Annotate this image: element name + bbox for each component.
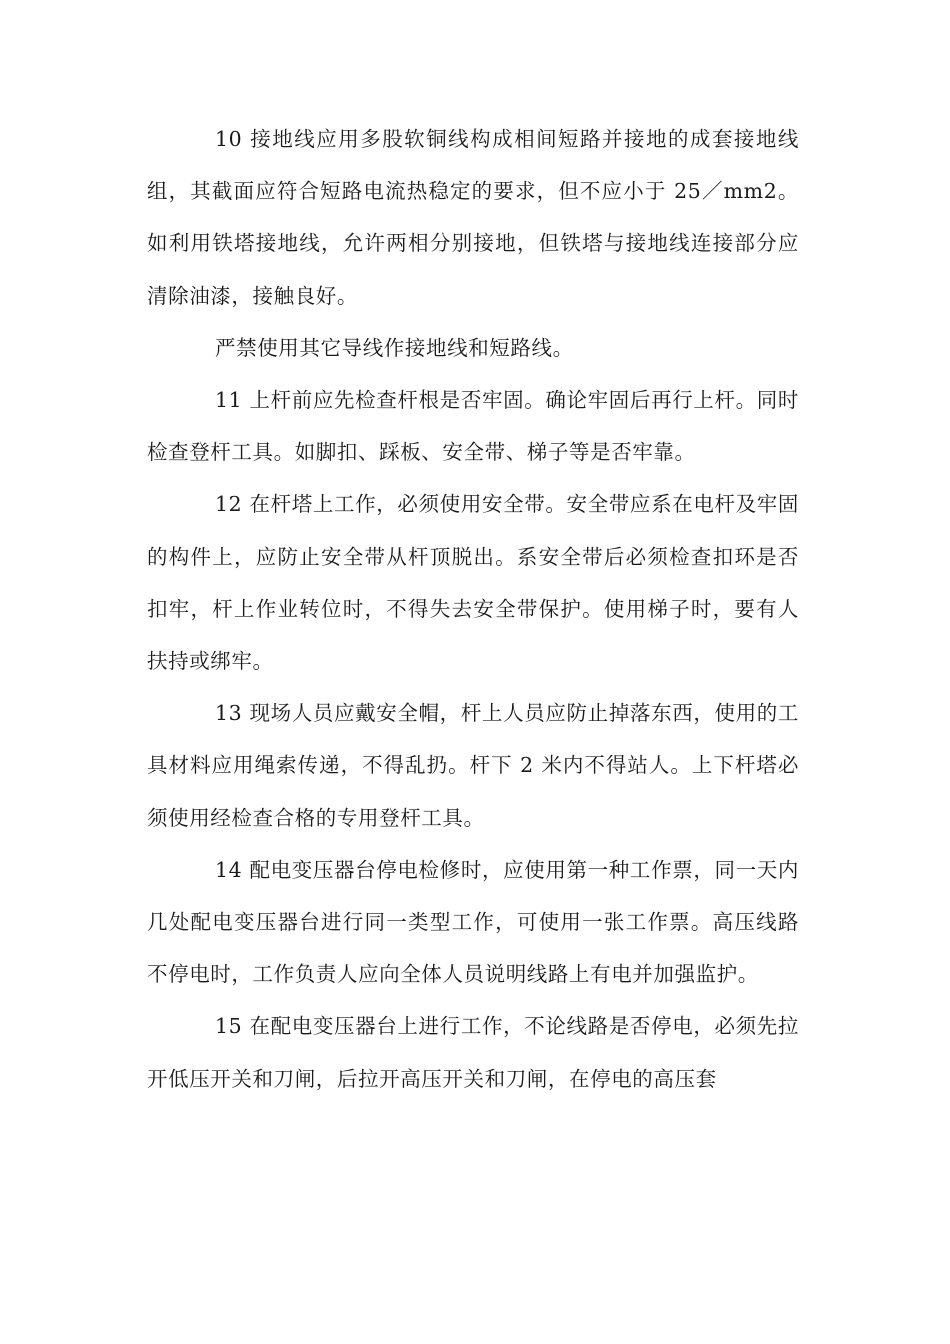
paragraph-item-14: 14 配电变压器台停电检修时，应使用第一种工作票，同一天内几处配电变压器台进行同一类型工作，可使用一张工作票。高压线路不停电时，工作负责人应向全体人员说明线路上有电并加强监护。 [147,857,799,987]
paragraph-item-10: 10 接地线应用多股软铜线构成相间短路并接地的成套接地线组，其截面应符合短路电流热稳定的要求，但不应小于 25／mm2。如利用铁塔接地线，允许两相分别接地，但铁塔与接地线连接部分应清除油漆，接触良好。 [147,127,799,308]
paragraph-item-11: 11 上杆前应先检查杆根是否牢固。确论牢固后再行上杆。同时检查登杆工具。如脚扣、踩板、安全带、梯子等是否牢靠。 [147,388,799,465]
paragraph-item-12: 12 在杆塔上工作，必须使用安全带。安全带应系在电杆及牢固的构件上，应防止安全带从杆顶脱出。系安全带后必须检查扣环是否扣牢，杆上作业转位时，不得失去安全带保护。使用梯子时，要有人扶持或绑牢。 [147,492,799,674]
paragraph-item-13: 13 现场人员应戴安全帽，杆上人员应防止掉落东西，使用的工具材料应用绳索传递，不得乱扔。杆下 2 米内不得站人。上下杆塔必须使用经检查合格的专用登杆工具。 [147,701,799,830]
document-body [147,113,799,1105]
paragraph-item-15: 15 在配电变压器台上进行工作，不论线路是否停电，必须先拉开低压开关和刀闸，后拉开高压开关和刀闸，在停电的高压套 [147,1014,799,1091]
paragraph-grounding-prohibition: 严禁使用其它导线作接地线和短路线。 [215,335,574,360]
